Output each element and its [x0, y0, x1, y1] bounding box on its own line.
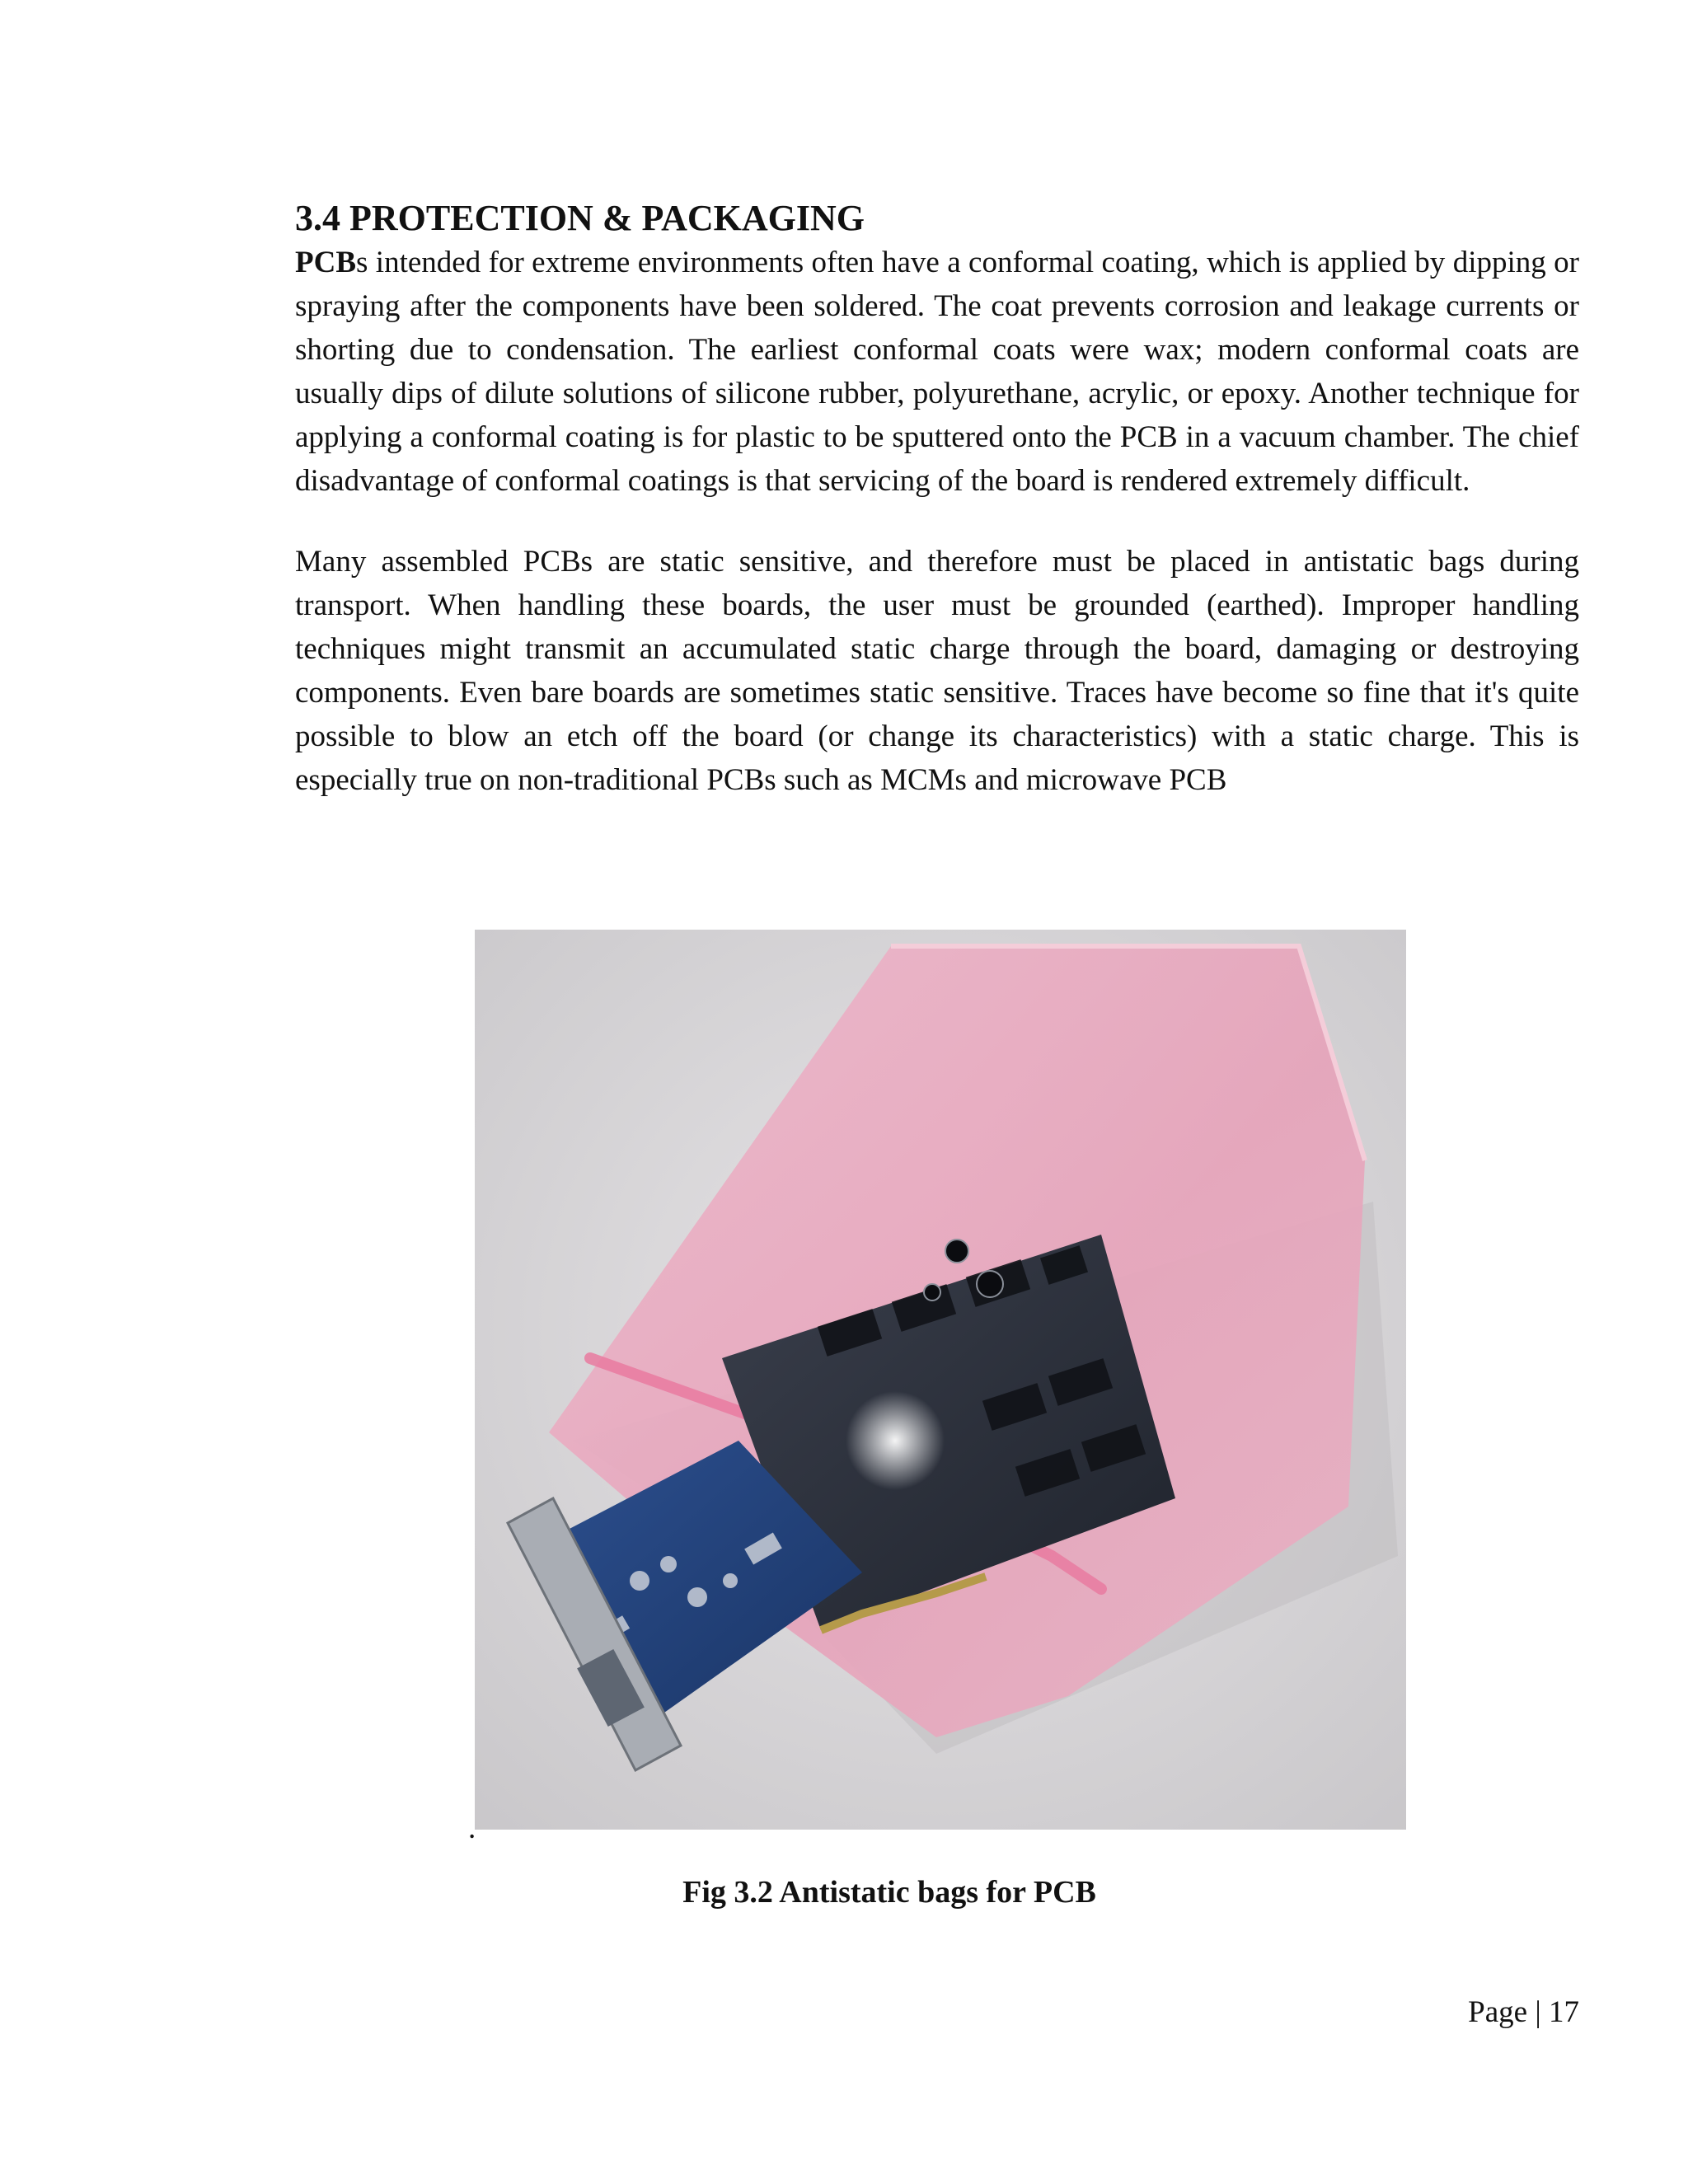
- antistatic-bag-photo: [475, 930, 1406, 1830]
- paragraph-static-sensitivity: Many assembled PCBs are static sensitive, and therefore must be placed in antistatic bags during transport. When handling these boards, the user must be grounded (earthed). Improper handling techniques might transmit an accumulated static charge through the board, damaging or destroying components. Even bare boards are sometimes static sensitive. Traces have become so fine that it's quite possible to blow an etch off the board (or change its characteristics) with a static charge. This is especially true on non-traditional PCBs such as MCMs and microwave PCB: [295, 545, 1579, 797]
- paragraph-conformal-coating-text: s intended for extreme environments often have a conformal coating, which is applied by dipping or spraying after the components have been soldered. The coat prevents corrosion and leakage currents or shorting due to condensation. The earliest conformal coats were wax; modern conformal coats are usually dips of dilute solutions of silicone rubber, polyurethane, acrylic, or epoxy. Another technique for applying a conformal coating is for plastic to be sputtered onto the PCB in a vacuum chamber. The chief disadvantage of conformal coatings is that servicing of the board is rendered extremely difficult.: [295, 246, 1579, 498]
- paragraph-conformal-coating: [295, 241, 1579, 503]
- pcb-bold-term: PCB: [295, 246, 356, 279]
- document-body: [295, 196, 1579, 802]
- pcb-glare: [846, 1391, 945, 1490]
- figure-caption: Fig 3.2 Antistatic bags for PCB: [682, 1875, 1096, 1910]
- stray-mark: .: [468, 1811, 476, 1845]
- section-heading: 3.4 PROTECTION & PACKAGING: [295, 198, 865, 238]
- antistatic-bag-illustration: [475, 930, 1406, 1830]
- page-number: Page | 17: [1468, 1995, 1579, 2029]
